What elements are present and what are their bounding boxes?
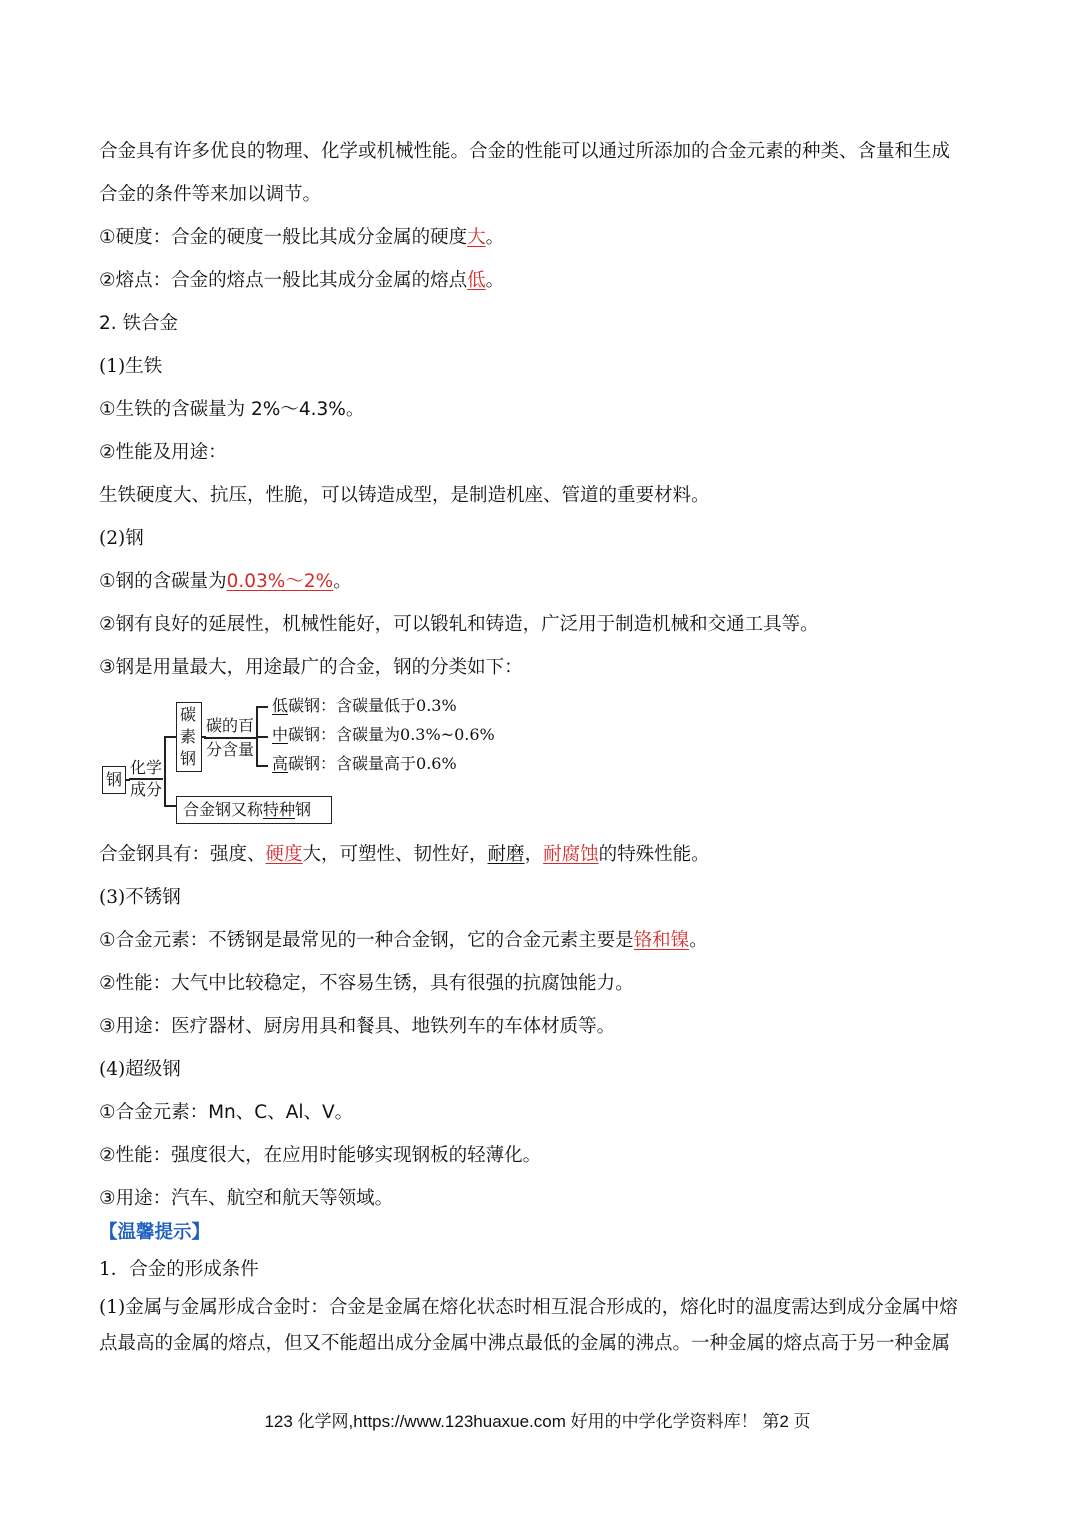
chem-label: 化学 [130, 758, 163, 777]
answer-blank: 0.03%～2% [226, 571, 334, 592]
paragraph: 生铁硬度大、抗压，性脆，可以铸造成型，是制造机座、管道的重要材料。 [99, 485, 710, 506]
chem-label: 成分 [130, 780, 163, 799]
paragraph: 合金的条件等来加以调节。 [99, 184, 322, 205]
paragraph: ③用途：医疗器材、厨房用具和餐具、地铁列车的车体材质等。 [99, 1016, 616, 1037]
low-carbon-steel: 低碳钢：含碳量低于0.3% [272, 696, 457, 715]
mid-carbon-steel: 中碳钢：含碳量为0.3%~0.6% [272, 725, 495, 744]
alloy-steel-box: 合金钢又称特种钢 [176, 796, 332, 824]
paragraph: ②性能：大气中比较稳定，不容易生锈，具有很强的抗腐蚀能力。 [99, 973, 634, 994]
steel-carbon-line: ①钢的含碳量为0.03%～2%。 [99, 571, 352, 592]
subsection-heading: (2)钢 [99, 528, 144, 549]
paragraph: ②性能：强度很大，在应用时能够实现钢板的轻薄化。 [99, 1145, 542, 1166]
alloy-steel-properties: 合金钢具有：强度、硬度大，可塑性、韧性好，耐磨，耐腐蚀的特殊性能。 [99, 844, 710, 865]
stainless-elements: ①合金元素：不锈钢是最常见的一种合金钢，它的合金元素主要是铬和镍。 [99, 930, 708, 951]
high-carbon-steel: 高碳钢：含碳量高于0.6% [272, 754, 457, 773]
paragraph: 点最高的金属的熔点，但又不能超出成分金属中沸点最低的金属的沸点。一种金属的熔点高于另一种金属 [99, 1333, 951, 1354]
subsection-heading: (1)生铁 [99, 356, 163, 377]
paragraph: (1)金属与金属形成合金时：合金是金属在熔化状态时相互混合形成的，熔化时的温度需达到成分金属中熔 [99, 1297, 958, 1318]
paragraph: ②钢有良好的延展性，机械性能好，可以锻轧和铸造，广泛用于制造机械和交通工具等。 [99, 614, 819, 635]
paragraph: 合金具有许多优良的物理、化学或机械性能。合金的性能可以通过所添加的合金元素的种类、含量和生成 [99, 141, 951, 162]
answer-blank: 低 [467, 270, 486, 291]
subsection-heading: (3)不锈钢 [99, 887, 181, 908]
carbon-pct-label: 碳的百 [206, 716, 255, 735]
paragraph: 1．合金的形成条件 [99, 1259, 259, 1280]
carbon-pct-label: 分含量 [206, 740, 255, 759]
section-heading: 2. 铁合金 [99, 313, 179, 334]
steel-classification-diagram [98, 692, 518, 832]
paragraph: ②性能及用途： [99, 442, 227, 463]
carbon-steel-box: 碳 素 钢 [176, 702, 202, 772]
paragraph: ①生铁的含碳量为 2%～4.3%。 [99, 399, 365, 420]
paragraph: ③用途：汽车、航空和航天等领域。 [99, 1188, 394, 1209]
answer-blank: 大 [467, 227, 486, 248]
hardness-line: ①硬度：合金的硬度一般比其成分金属的硬度大。 [99, 227, 505, 248]
page-footer: 123 化学网,https://www.123huaxue.com 好用的中学化学资料库！ 第2 页 [264, 1412, 811, 1431]
paragraph: ①合金元素：Mn、C、Al、V。 [99, 1102, 354, 1123]
subsection-heading: (4)超级钢 [99, 1059, 181, 1080]
paragraph: ③钢是用量最大，用途最广的合金，钢的分类如下： [99, 657, 523, 678]
melt-line: ②熔点：合金的熔点一般比其成分金属的熔点低。 [99, 270, 505, 291]
tip-heading: 【温馨提示】 [99, 1222, 211, 1243]
steel-box: 钢 [102, 766, 126, 794]
